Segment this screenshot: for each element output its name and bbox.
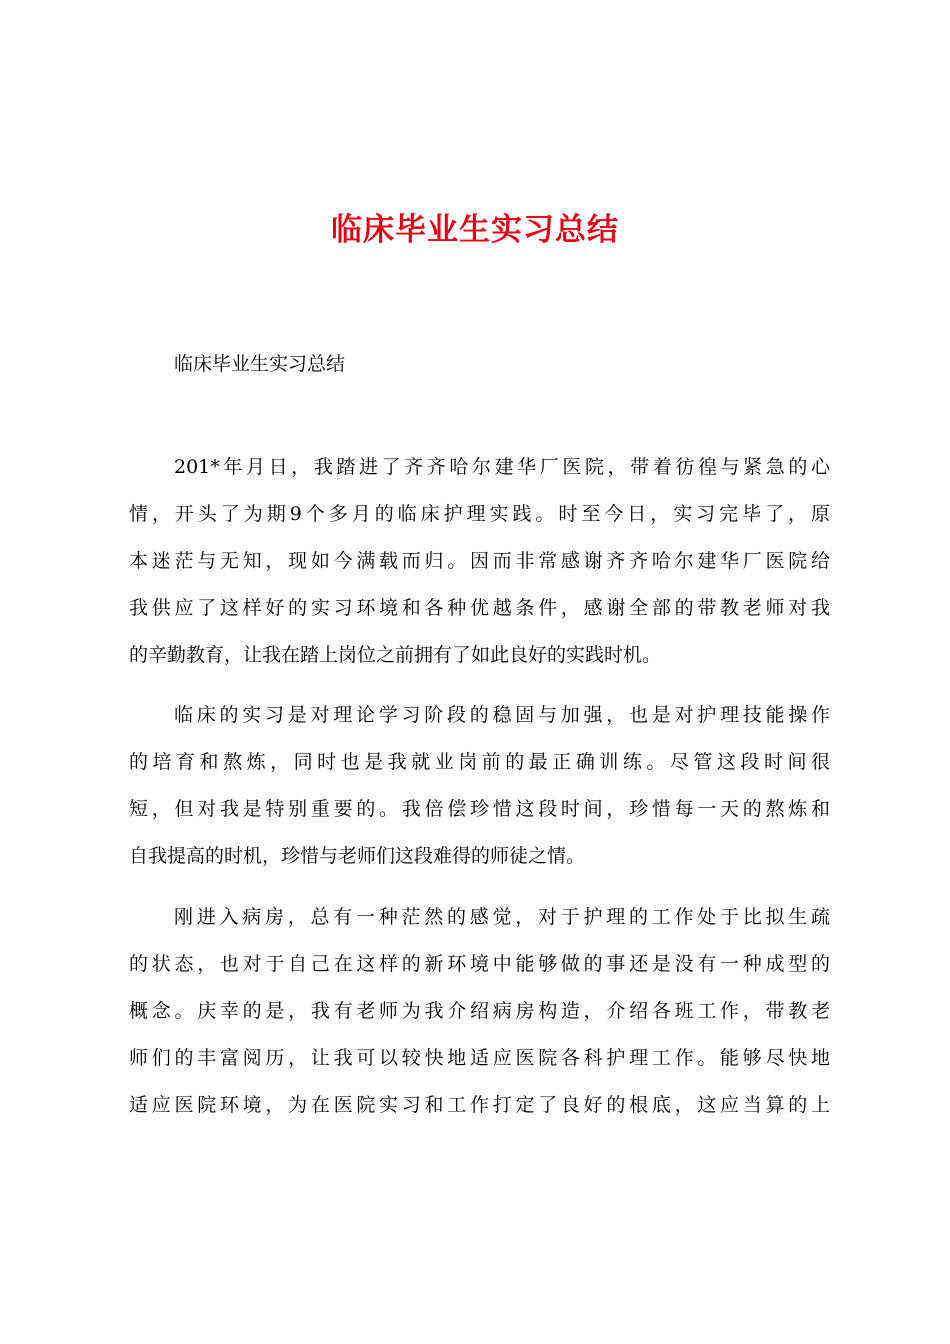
paragraph-3-line-3: 概念。庆幸的是，我有老师为我介绍病房构造，介绍各班工作，带教老 bbox=[129, 1000, 830, 1022]
paragraph-2-line-2: 的培育和熬炼，同时也是我就业岗前的最正确训练。尽管这段时间很 bbox=[129, 751, 830, 773]
paragraph-1-line-5: 的辛勤教育，让我在踏上岗位之前拥有了如此良好的实践时机。 bbox=[129, 644, 662, 666]
paragraph-2-line-4: 自我提高的时机，珍惜与老师们这段难得的师徒之情。 bbox=[129, 845, 586, 867]
paragraph-1-line-4: 我供应了这样好的实习环境和各种优越条件，感谢全部的带教老师对我 bbox=[129, 597, 830, 619]
paragraph-3-line-4: 师们的丰富阅历，让我可以较快地适应医院各科护理工作。能够尽快地 bbox=[129, 1047, 830, 1069]
paragraph-3-line-5: 适应医院环境，为在医院实习和工作打定了良好的根底，这应当算的上 bbox=[129, 1094, 830, 1116]
paragraph-2-line-1: 临床的实习是对理论学习阶段的稳固与加强，也是对护理技能操作 bbox=[174, 704, 830, 726]
paragraph-3-line-2: 的状态，也对于自己在这样的新环境中能够做的事还是没有一种成型的 bbox=[129, 953, 830, 975]
document-title: 临床毕业生实习总结 bbox=[331, 212, 619, 248]
paragraph-1-line-3: 本迷茫与无知，现如今满载而归。因而非常感谢齐齐哈尔建华厂医院给 bbox=[129, 550, 830, 572]
paragraph-2-line-3: 短，但对我是特别重要的。我倍偿珍惜这段时间，珍惜每一天的熬炼和 bbox=[129, 798, 830, 820]
paragraph-1-line-1: 201*年月日，我踏进了齐齐哈尔建华厂医院，带着彷徨与紧急的心 bbox=[174, 456, 830, 478]
paragraph-3-line-1: 刚进入病房，总有一种茫然的感觉，对于护理的工作处于比拟生疏 bbox=[174, 906, 830, 928]
paragraph-1-line-2: 情，开头了为期9个多月的临床护理实践。时至今日，实习完毕了，原 bbox=[129, 503, 830, 525]
document-subtitle: 临床毕业生实习总结 bbox=[174, 353, 346, 375]
